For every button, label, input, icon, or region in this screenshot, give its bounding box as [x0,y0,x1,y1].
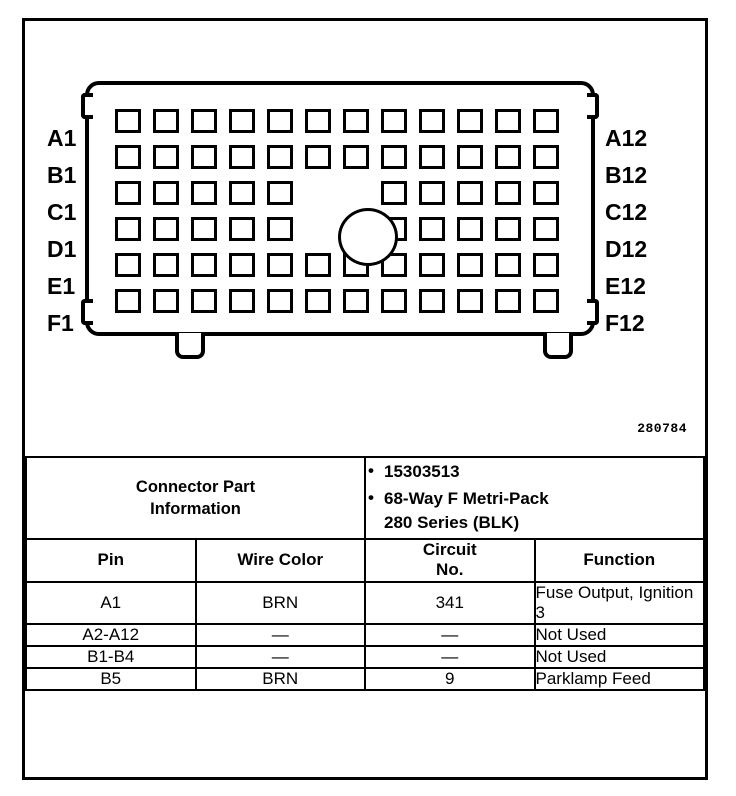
cavity-a11 [489,103,527,139]
header-wire-color: Wire Color [196,539,366,582]
row-3-circuit: 9 [365,668,535,690]
cavity-c10 [451,175,489,211]
cavity-e4 [223,247,261,283]
header-circuit-line2: No. [436,560,464,580]
cavity-d9 [413,211,451,247]
cavity-f7 [337,283,375,319]
cavity-e5 [261,247,299,283]
cavity-f2 [147,283,185,319]
cavity-d5 [261,211,299,247]
cavity-d12 [527,211,565,247]
cavity-c8 [375,175,413,211]
cavity-a10 [451,103,489,139]
cavity-e10 [451,247,489,283]
cavity-b3 [185,139,223,175]
cavity-e11 [489,247,527,283]
cavity-a3 [185,103,223,139]
bullet-connector-type [384,487,703,536]
row-3-pin: B5 [26,668,196,690]
row-2-function: Not Used [535,646,705,668]
header-circuit-no [365,539,535,582]
row-label-a-left: A1 [47,125,77,151]
cavity-b2 [147,139,185,175]
cavity-a7 [337,103,375,139]
row-2-wire: — [196,646,366,668]
row-0-circuit: 341 [365,582,535,624]
cavity-f11 [489,283,527,319]
shell-notch-right-bottom [587,299,599,325]
cavity-e2 [147,247,185,283]
shell-notch-left-bottom [81,299,93,325]
cavity-e9 [413,247,451,283]
connector-table [25,456,705,691]
cavity-b4 [223,139,261,175]
row-label-d-right: D12 [605,236,648,262]
row-label-e-right: E12 [605,273,646,299]
table-row [26,668,704,690]
cavity-d4 [223,211,261,247]
row-label-f-left: F1 [47,310,74,336]
cavity-c9 [413,175,451,211]
cavity-grid [109,103,565,319]
row-0-pin: A1 [26,582,196,624]
row-label-a-right: A12 [605,125,648,151]
cavity-b1 [109,139,147,175]
row-1-circuit: — [365,624,535,646]
table-row [26,624,704,646]
cavity-b11 [489,139,527,175]
row-label-f-right: F12 [605,310,645,336]
cavity-c1 [109,175,147,211]
cavity-c3 [185,175,223,211]
row-0-wire: BRN [196,582,366,624]
row-3-function: Parklamp Feed [535,668,705,690]
cavity-f12 [527,283,565,319]
cavity-b5 [261,139,299,175]
cavity-c5 [261,175,299,211]
cavity-f5 [261,283,299,319]
row-2-circuit: — [365,646,535,668]
row-label-d-left: D1 [47,236,77,262]
cavity-c12 [527,175,565,211]
cavity-c2 [147,175,185,211]
cavity-b9 [413,139,451,175]
cavity-a9 [413,103,451,139]
bullet-connector-type-line1: 68-Way F Metri-Pack [384,488,549,508]
cavity-f8 [375,283,413,319]
connector-part-bullets [365,457,704,539]
cavity-d2 [147,211,185,247]
table-row [26,646,704,668]
cavity-c6-key [299,175,337,211]
bullet-part-number: • 15303513 [384,460,703,485]
cpi-line1: Connector Part [135,477,256,496]
header-circuit-line1: Circuit [422,539,477,559]
cpi-line2: Information [150,499,241,518]
cavity-c4 [223,175,261,211]
cavity-f9 [413,283,451,319]
row-1-pin: A2-A12 [26,624,196,646]
cavity-b10 [451,139,489,175]
table-row [26,582,704,624]
figure-id-number: 280784 [637,421,687,436]
row-2-pin: B1-B4 [26,646,196,668]
shell-tab-left [175,333,205,359]
cavity-a5 [261,103,299,139]
header-pin: Pin [26,539,196,582]
cavity-a6 [299,103,337,139]
keying-hole-icon [338,208,398,266]
row-3-wire: BRN [196,668,366,690]
cavity-e12 [527,247,565,283]
connector-part-information-label [26,457,365,539]
row-0-function: Fuse Output, Ignition 3 [535,582,705,624]
cavity-d10 [451,211,489,247]
row-label-e-left: E1 [47,273,76,299]
row-label-b-left: B1 [47,162,77,188]
cavity-a2 [147,103,185,139]
cavity-f4 [223,283,261,319]
row-label-c-left: C1 [47,199,77,225]
cavity-d3 [185,211,223,247]
cavity-e1 [109,247,147,283]
cavity-a12 [527,103,565,139]
row-1-wire: — [196,624,366,646]
cavity-e6 [299,247,337,283]
cavity-a4 [223,103,261,139]
row-label-b-right: B12 [605,162,648,188]
cavity-b7 [337,139,375,175]
cavity-a8 [375,103,413,139]
cavity-f1 [109,283,147,319]
shell-notch-right-top [587,93,599,119]
cavity-a1 [109,103,147,139]
table-header-row [26,539,704,582]
shell-notch-left-top [81,93,93,119]
cavity-d11 [489,211,527,247]
cavity-b8 [375,139,413,175]
cavity-e3 [185,247,223,283]
cavity-d1 [109,211,147,247]
cavity-c7-key [337,175,375,211]
connector-part-info-row [26,457,704,539]
cavity-b6 [299,139,337,175]
row-1-function: Not Used [535,624,705,646]
header-function: Function [535,539,705,582]
cavity-b12 [527,139,565,175]
cavity-d6-key [299,211,337,247]
bullet-connector-type-line2: 280 Series (BLK) [384,513,520,533]
cavity-c11 [489,175,527,211]
cavity-f3 [185,283,223,319]
cavity-f6 [299,283,337,319]
row-label-c-right: C12 [605,199,648,225]
connector-face-diagram [25,21,705,456]
cavity-f10 [451,283,489,319]
shell-tab-right [543,333,573,359]
